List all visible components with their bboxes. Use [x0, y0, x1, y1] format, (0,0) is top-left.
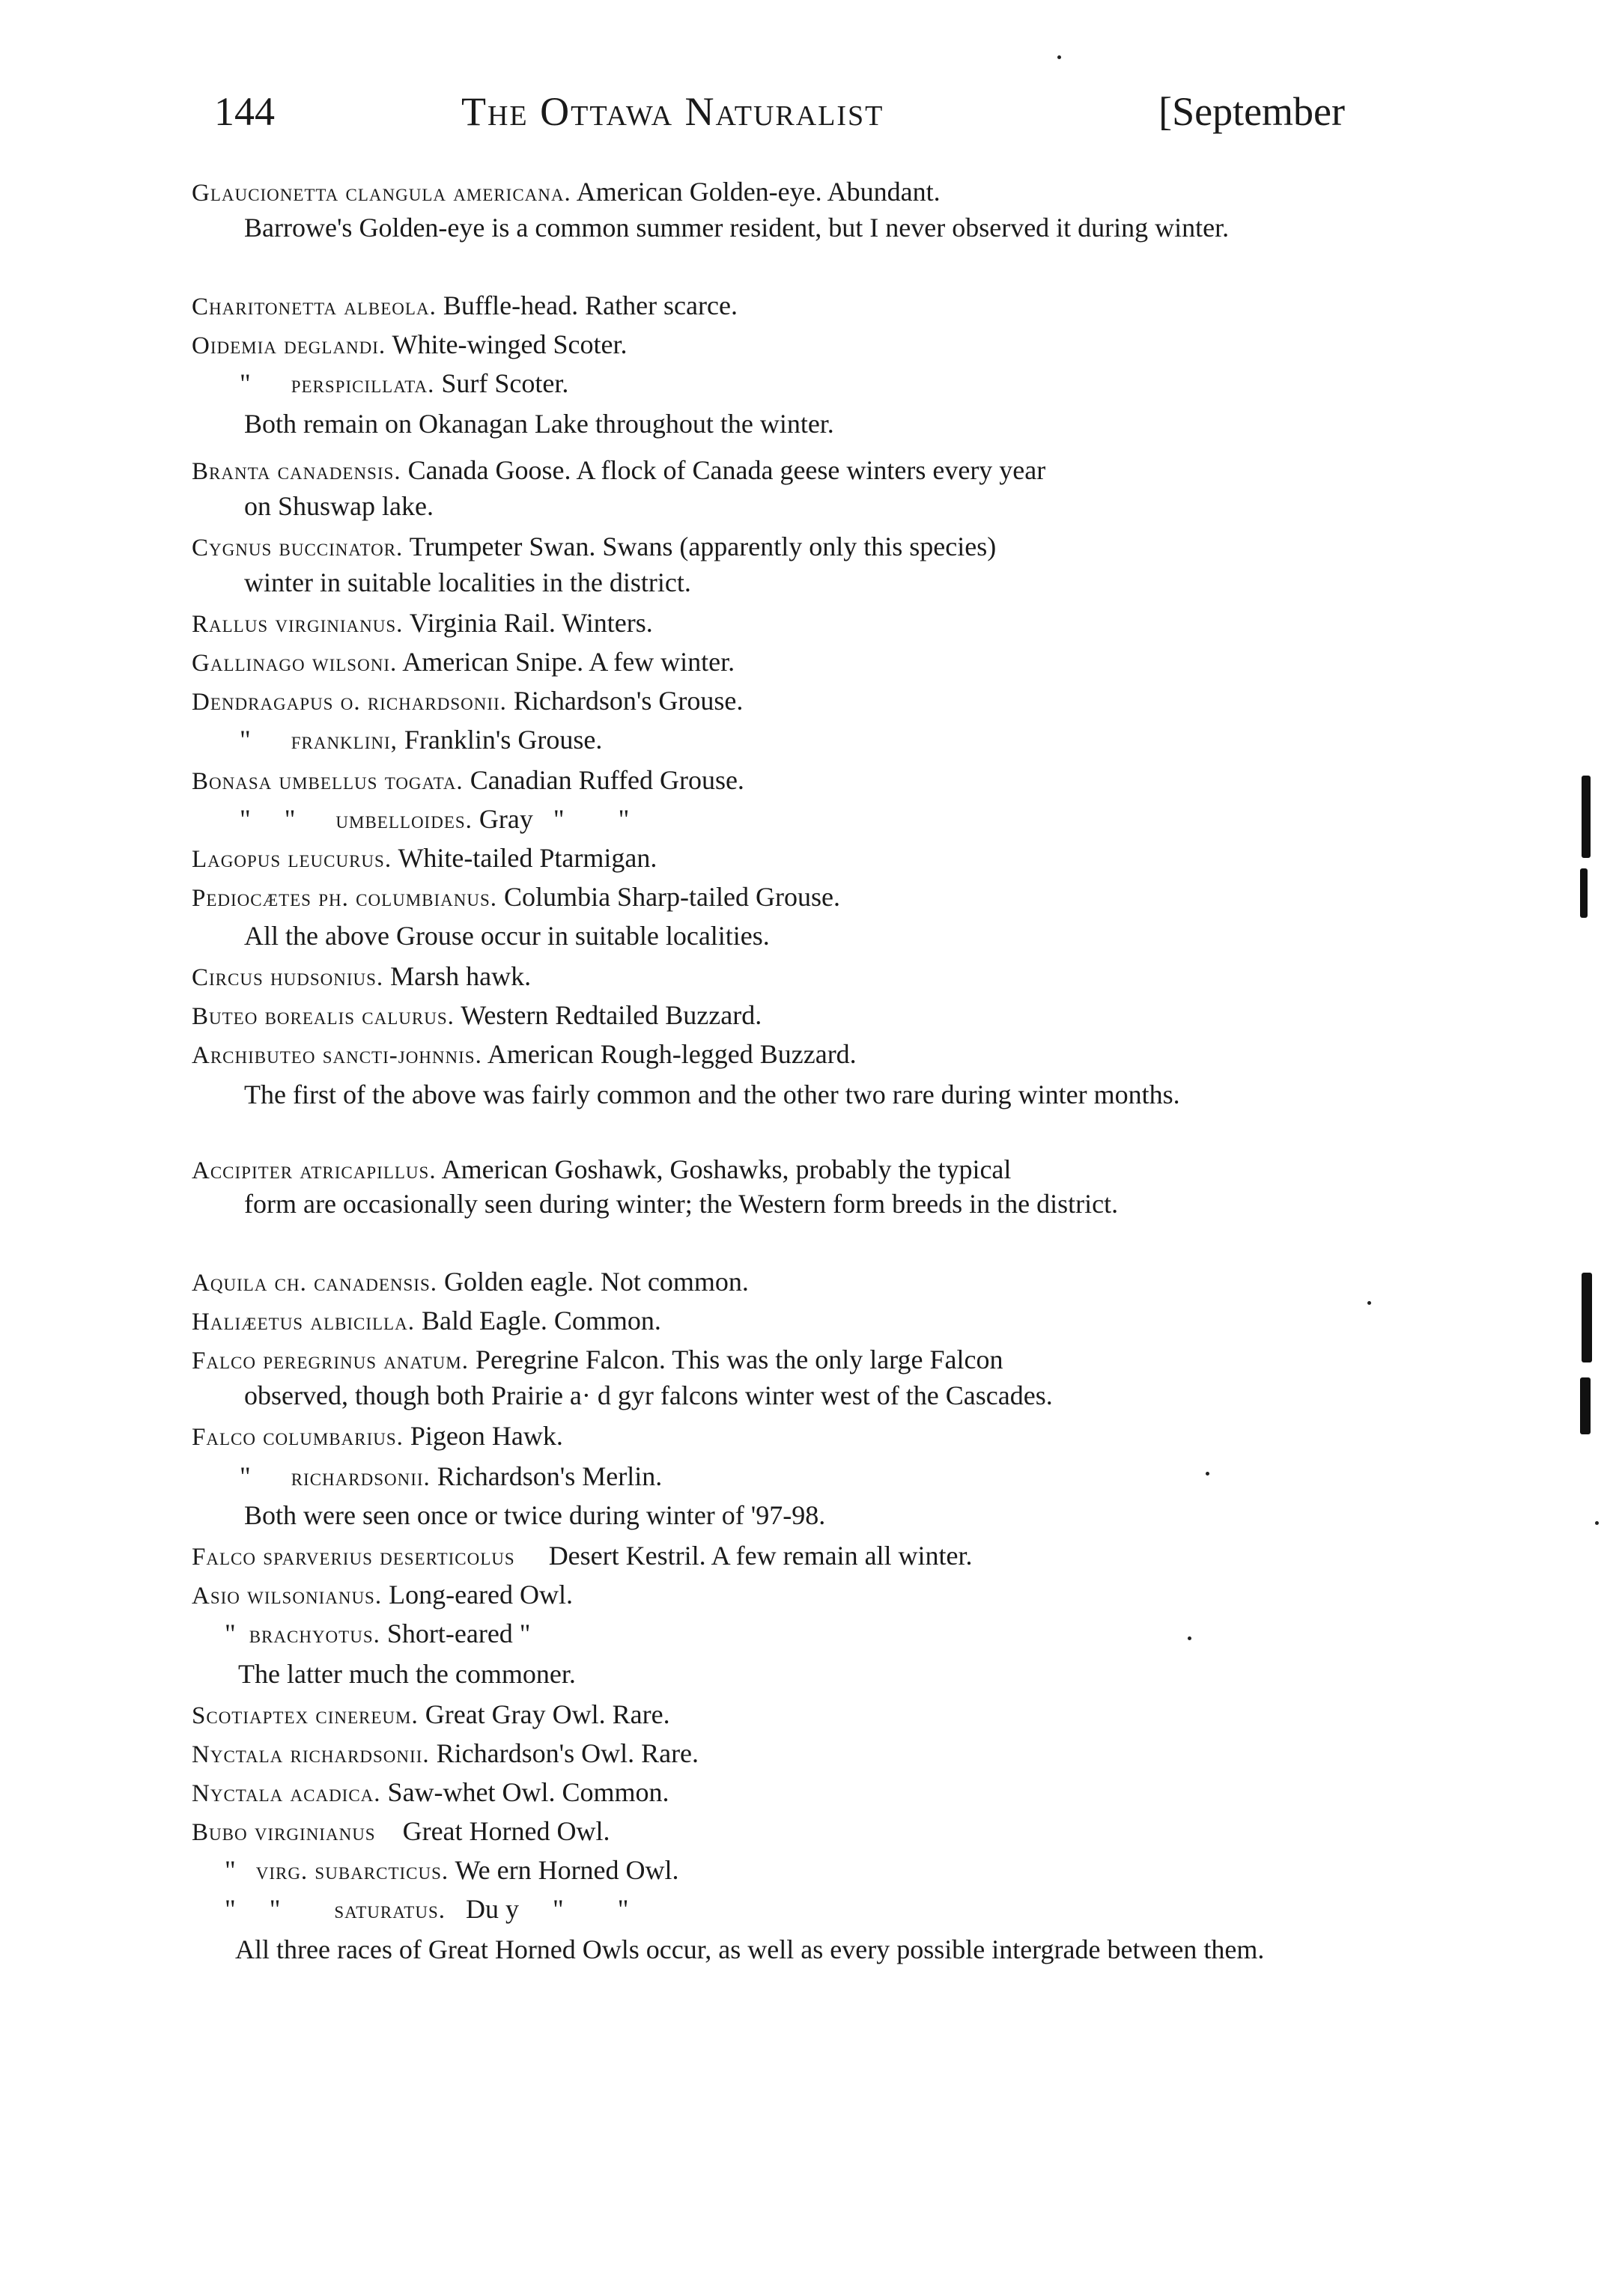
ditto-mark: " ": [240, 804, 296, 834]
species-entry: [192, 328, 1337, 362]
scientific-name: Falco columbarius.: [192, 1424, 404, 1451]
common-name: Surf Scoter.: [441, 368, 569, 398]
scientific-name: Circus hudsonius.: [192, 964, 384, 991]
common-name: Peregrine Falcon. This was the only large Falcon: [475, 1345, 1003, 1374]
common-name: Canada Goose. A flock of Canada geese winters every year: [407, 455, 1046, 485]
species-entry: [192, 289, 1337, 323]
note-line: All the above Grouse occur in suitable localities.: [244, 921, 770, 951]
ditto-mark: ": [225, 1855, 236, 1885]
scientific-name: Aquila ch. canadensis.: [192, 1270, 438, 1297]
species-entry: [192, 1578, 1337, 1613]
scientific-name: Haliæetus albicilla.: [192, 1309, 415, 1336]
species-entry: [192, 175, 1337, 210]
scan-artifact-mark: [1582, 776, 1591, 858]
scan-artifact-dot: [1367, 1301, 1371, 1305]
common-name: Gray " ": [479, 804, 630, 834]
species-entry: [225, 1892, 1370, 1927]
common-name: American Rough-legged Buzzard.: [487, 1039, 857, 1069]
scan-artifact-dot: [1057, 55, 1061, 59]
common-name: Buffle-head. Rather scarce.: [443, 290, 738, 320]
scan-artifact-dot: [1206, 1472, 1209, 1476]
scientific-name: Bubo virginianus: [192, 1819, 376, 1846]
common-name: American Snipe. A few winter.: [402, 647, 735, 677]
scan-artifact-mark: [1580, 1377, 1591, 1434]
common-name: Canadian Ruffed Grouse.: [470, 765, 744, 795]
species-entry: [240, 367, 1385, 401]
scientific-name: saturatus.: [334, 1897, 446, 1924]
scientific-name: Gallinago wilsoni.: [192, 650, 398, 677]
scientific-name: Branta canadensis.: [192, 458, 401, 485]
scientific-name: Lagopus leucurus.: [192, 846, 392, 873]
note-line: Both remain on Okanagan Lake throughout the winter.: [244, 409, 834, 439]
scan-artifact-dot: [1595, 1521, 1599, 1525]
scan-artifact-mark: [1580, 868, 1588, 918]
ditto-mark: " ": [225, 1894, 281, 1924]
ditto-mark: ": [240, 368, 251, 398]
species-entry: [192, 1539, 1337, 1574]
species-entry: [192, 1343, 1337, 1377]
common-name: Desert Kestril. A few remain all winter.: [548, 1541, 973, 1571]
species-entry: [192, 1304, 1337, 1339]
scientific-name: Dendragapus o. richardsonii.: [192, 689, 507, 716]
issue-month: [September: [1158, 89, 1345, 134]
scientific-name: Scotiaptex cinereum.: [192, 1702, 419, 1729]
species-entry: [192, 764, 1337, 798]
ditto-mark: ": [240, 1461, 251, 1491]
species-entry: [192, 1776, 1337, 1810]
common-name: Pigeon Hawk.: [410, 1421, 563, 1451]
common-name: Marsh hawk.: [390, 961, 532, 991]
page-header: [214, 88, 1345, 148]
species-entry: [192, 684, 1337, 719]
species-entry: [192, 1737, 1337, 1771]
species-entry: [192, 1265, 1337, 1300]
scan-artifact-dot: [1188, 1636, 1191, 1640]
note-line: All three races of Great Horned Owls occur, as well as every possible intergrade between them.: [235, 1934, 1265, 1964]
entry-continuation: on Shuswap lake.: [244, 491, 434, 521]
entry-continuation: Barrowe's Golden-eye is a common summer resident, but I never observed it during winter.: [244, 213, 1230, 243]
common-name: Richardson's Owl. Rare.: [436, 1738, 699, 1768]
page-number: 144: [214, 89, 275, 134]
species-entry: [192, 606, 1337, 641]
species-entry: [192, 880, 1337, 915]
scientific-name: Rallus virginianus.: [192, 611, 404, 638]
entry-continuation: observed, though both Prairie a· d gyr falcons winter west of the Cascades.: [244, 1380, 1053, 1410]
scientific-name: Bonasa umbellus togata.: [192, 768, 464, 795]
common-name: American Golden-eye. Abundant.: [576, 177, 941, 207]
species-entry: [240, 803, 1385, 837]
scientific-name: franklini,: [291, 728, 398, 755]
scientific-name: Glaucionetta clangula americana.: [192, 180, 571, 207]
species-entry: [192, 1698, 1337, 1732]
common-name: Great Gray Owl. Rare.: [425, 1699, 670, 1729]
scientific-name: Buteo borealis calurus.: [192, 1003, 455, 1030]
species-entry: [240, 723, 1385, 758]
species-entry: [192, 1419, 1337, 1454]
species-entry: [240, 1460, 1385, 1494]
scientific-name: Archibuteo sancti-johnnis.: [192, 1042, 482, 1069]
species-entry: [192, 530, 1337, 564]
common-name: American Goshawk, Goshawks, probably the typical: [441, 1154, 1012, 1184]
common-name: White-winged Scoter.: [392, 329, 628, 359]
species-entry: [192, 1815, 1337, 1849]
common-name: Saw-whet Owl. Common.: [387, 1777, 669, 1807]
scientific-name: Accipiter atricapillus.: [192, 1157, 437, 1184]
common-name: Richardson's Merlin.: [437, 1461, 663, 1491]
scientific-name: richardsonii.: [291, 1464, 431, 1491]
scientific-name: perspicillata.: [291, 371, 435, 398]
scientific-name: virg. subarcticus.: [255, 1858, 449, 1885]
scientific-name: Oidemia deglandi.: [192, 332, 386, 359]
species-entry: [192, 645, 1337, 680]
scientific-name: Asio wilsonianus.: [192, 1583, 383, 1610]
species-entry: [225, 1617, 1370, 1651]
species-entry: [192, 999, 1337, 1033]
entry-continuation: winter in suitable localities in the district.: [244, 567, 691, 597]
common-name: Short-eared ": [386, 1619, 531, 1648]
scientific-name: Nyctala richardsonii.: [192, 1741, 430, 1768]
species-entry: [192, 1153, 1337, 1187]
scientific-name: umbelloides.: [335, 807, 473, 834]
common-name: Bald Eagle. Common.: [421, 1306, 661, 1336]
common-name: Virginia Rail. Winters.: [409, 608, 653, 638]
species-entry: [192, 1038, 1337, 1072]
common-name: Franklin's Grouse.: [404, 725, 603, 755]
scientific-name: Falco peregrinus anatum.: [192, 1348, 469, 1374]
scientific-name: Falco sparverius deserticolus: [192, 1544, 515, 1571]
scientific-name: Charitonetta albeola.: [192, 293, 437, 320]
note-line: Both were seen once or twice during winter of '97-98.: [244, 1500, 826, 1530]
note-line: The latter much the commoner.: [238, 1659, 576, 1689]
common-name: We ern Horned Owl.: [455, 1855, 679, 1885]
entry-continuation: form are occasionally seen during winter; the Western form breeds in the district.: [244, 1189, 1119, 1219]
journal-title: The Ottawa Naturalist: [461, 89, 884, 134]
scan-artifact-mark: [1582, 1273, 1592, 1362]
species-entry: [192, 454, 1337, 488]
ditto-mark: ": [240, 725, 251, 755]
common-name: Long-eared Owl.: [389, 1580, 574, 1610]
scientific-name: brachyotus.: [249, 1621, 380, 1648]
ditto-mark: ": [225, 1619, 236, 1648]
common-name: Richardson's Grouse.: [513, 686, 744, 716]
note-line: The first of the above was fairly common and the other two rare during winter months.: [244, 1080, 1180, 1109]
common-name: White-tailed Ptarmigan.: [398, 843, 657, 873]
common-name: Western Redtailed Buzzard.: [461, 1000, 762, 1030]
common-name: Trumpeter Swan. Swans (apparently only this species): [409, 532, 997, 561]
common-name: Golden eagle. Not common.: [444, 1267, 749, 1297]
species-entry: [192, 960, 1337, 994]
scientific-name: Pediocætes ph. columbianus.: [192, 885, 498, 912]
species-entry: [225, 1854, 1370, 1888]
common-name: Du y " ": [466, 1894, 629, 1924]
common-name: Columbia Sharp-tailed Grouse.: [504, 882, 840, 912]
scientific-name: Nyctala acadica.: [192, 1780, 381, 1807]
species-entry: [192, 841, 1337, 876]
scientific-name: Cygnus buccinator.: [192, 535, 404, 561]
common-name: Great Horned Owl.: [402, 1816, 610, 1846]
